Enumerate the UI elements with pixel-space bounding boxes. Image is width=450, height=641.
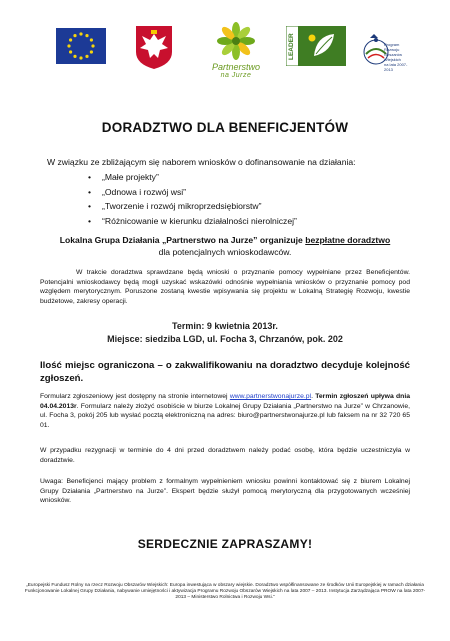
prow-line: Wiejskich xyxy=(384,57,401,62)
prow-line: Obszarów xyxy=(384,52,403,57)
prow-line: Program xyxy=(384,42,400,47)
registration-text: Formularz zgłoszeniowy jest dostępny na stronie internetowej xyxy=(40,393,230,400)
pnj-logo-line1: Partnerstwo xyxy=(211,62,261,72)
website-link[interactable]: www.partnerstwonajurze.pl xyxy=(229,393,312,400)
registration-paragraph xyxy=(40,392,410,430)
leader-leaf-icon xyxy=(286,26,346,66)
invitation-closing: SERDECZNIE ZAPRASZAMY! xyxy=(137,537,313,551)
prow-line: Rozwoju xyxy=(384,47,400,52)
prow-logo-text xyxy=(384,42,414,72)
organizer-text: Lokalna Grupa Działania „Partnerstwo na Jurze” organizuje xyxy=(59,235,306,245)
intro-text: W związku ze zbliżającym się naborem wniosków o dofinansowanie na działania: xyxy=(47,157,356,167)
prow-line: na lata 2007-2013 xyxy=(384,62,408,72)
prow-logo xyxy=(362,24,412,82)
organizer-statement xyxy=(40,234,410,258)
registration-text: . xyxy=(311,393,316,400)
eu-funding-footer: „Europejski Fundusz Rolny na rzecz Rozwoju Obszarów Wiejskich: Europa inwestująca w obszary wiejskie. Doradztwo współfinansowane ze środków Unii Europejskiej w ramach działania Funkcjonowanie Lokalnej Grupy Działania, nabywanie umiejętności i aktywizacja Programu Rozwoju Obszarów Wiejskich na lata 2007 – 2013. Instytucja Zarządzająca PROW na lata 2007-2013 – Ministerstwo Rolnictwa i Rozwoju Wsi.” xyxy=(24,583,426,601)
partnerstwo-na-jurze-logo xyxy=(201,22,271,84)
deadline-text: Termin zgłoszeń upływa dnia 04.04.2013r xyxy=(40,393,410,410)
action-list xyxy=(88,170,297,228)
leader-logo xyxy=(286,26,346,66)
event-location: Miejsce: siedziba LGD, ul. Focha 3, Chrzanów, pok. 202 xyxy=(107,334,343,344)
list-item: • „Tworzenie i rozwój mikroprzedsiębiorstw” xyxy=(88,199,297,214)
list-item: • „Odnowa i rozwój wsi” xyxy=(88,185,297,200)
limited-seats-notice: Ilość miejsc ograniczona – o zakwalifikowaniu na doradztwo decyduje kolejność zgłoszeń. xyxy=(40,360,410,384)
logo-row xyxy=(56,22,416,84)
registration-text: . Formularz należy złożyć osobiście w biurze Lokalnej Grupy Działania „Partnerstwo na Jurze” w Chrzanowie, ul. Focha 3, pokój 205 lub wysłać pocztą elektroniczną na adres: biuro@partnerstwonajurze.pl lub faksem na nr 32 720 65 01. xyxy=(40,402,410,429)
note-paragraph: Uwaga: Beneficjenci mający problem z formalnym wypełnieniem wniosku powinni kontaktować się z biurem Lokalnej Grupy Działania „Partnerstwo na Jurze”. Ekspert będzie służył pomocą merytoryczną dla przygotowanych wcześniej wniosków. xyxy=(40,478,410,505)
audience-text: dla potencjalnych wnioskodawców. xyxy=(158,247,292,257)
leader-logo-text: LEADER xyxy=(288,33,295,60)
eu-flag-logo xyxy=(56,28,106,64)
eagle-crest-icon xyxy=(134,24,174,70)
list-item: • “Różnicowanie w kierunku działalności nierolniczej” xyxy=(88,214,297,229)
eu-stars-icon xyxy=(56,28,106,64)
resignation-paragraph: W przypadku rezygnacji w terminie do 4 dni przed doradztwem należy podać osobę, która będzie uczestniczyła w doradztwie. xyxy=(40,447,410,464)
event-details xyxy=(0,320,450,346)
advice-description: W trakcie doradztwa sprawdzane będą wnioski o przyznanie pomocy wypełniane przez Beneficjentów. Potencjalni wnioskodawcy będą mogli uzyskać wskazówki odnośnie wypełniania wniosków o przyznanie pomocy pod względem merytorycznym. Poruszone zostaną kwestie wpisywania się projektu w Lokalną Strategię Rozwoju, kwestie budżetowe, zakresy operacji. xyxy=(40,269,410,305)
malopolska-eagle-logo xyxy=(134,24,174,70)
pnj-logo-line2: na Jurze xyxy=(220,72,252,79)
event-date: Termin: 9 kwietnia 2013r. xyxy=(172,321,278,331)
page-title: DORADZTWO DLA BENEFICJENTÓW xyxy=(101,120,349,135)
free-advice-emphasis: bezpłatne doradztwo xyxy=(305,235,391,245)
list-item: • „Małe projekty” xyxy=(88,170,297,185)
flower-icon xyxy=(201,22,271,62)
